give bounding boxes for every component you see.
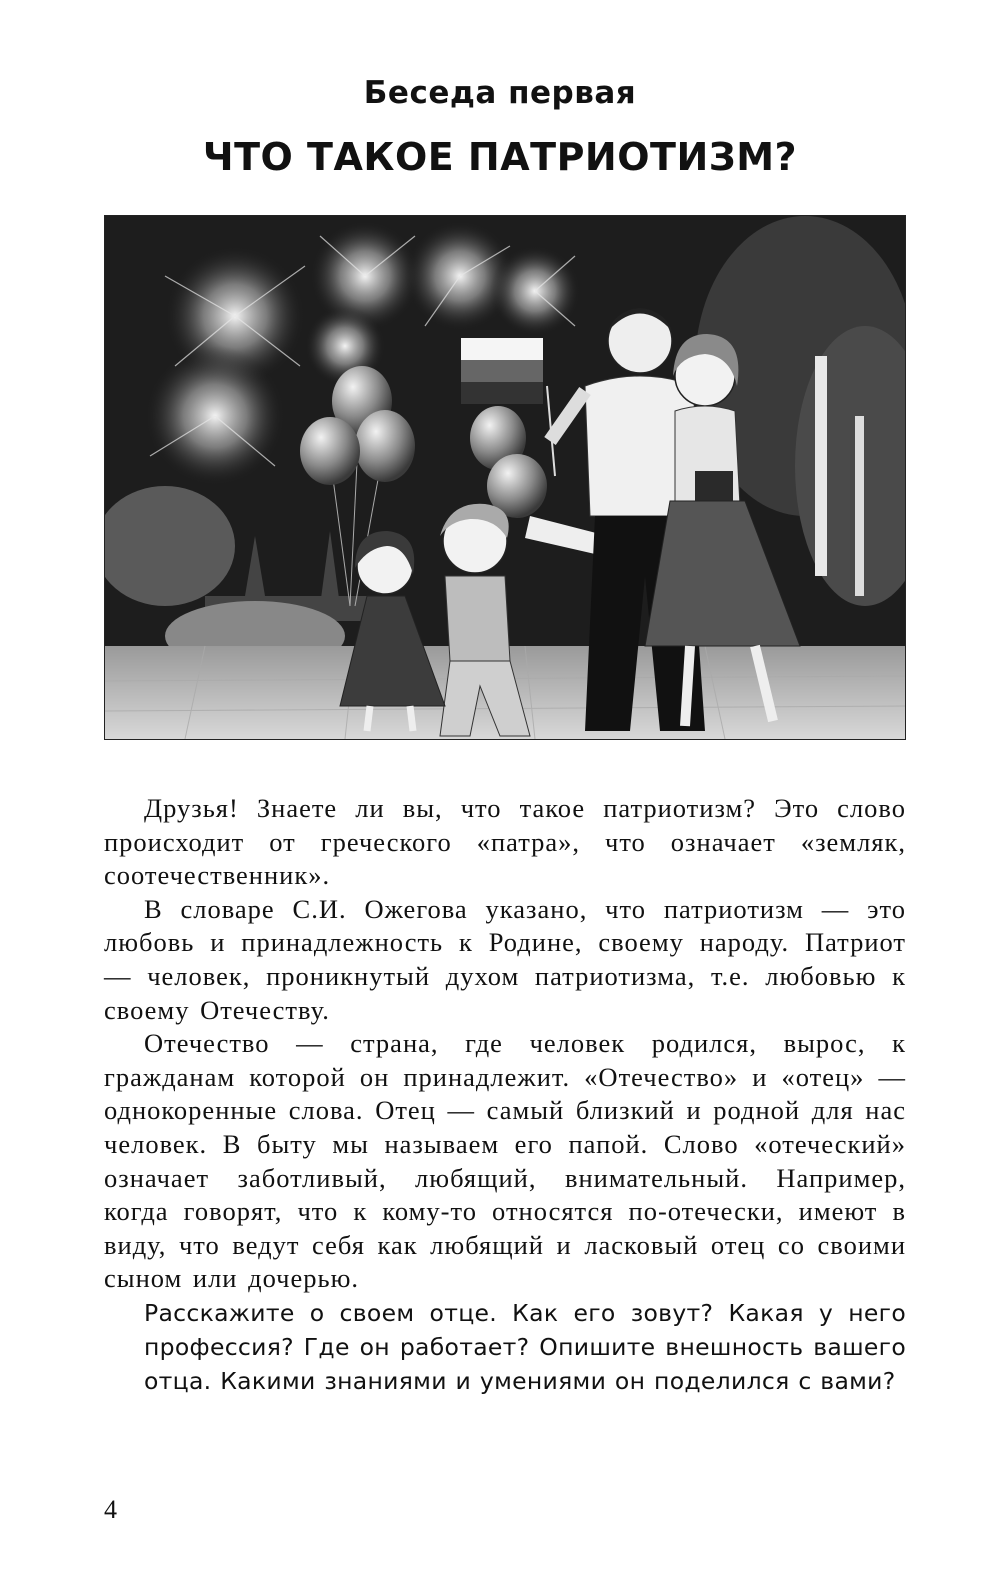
- chapter-subtitle: Беседа первая: [363, 75, 637, 111]
- paragraph-fatherland: Отечество — страна, где человек родился, вырос, к гражданам которой он принадлежит. «Отечество» и «отец» — однокоренные слова. Отец — самый близкий и родной для нас человек. В быту мы называем его папой. Слово «отеческий» означает заботливый, любящий, внимательный. Например, когда говорят, что к кому-то относятся по-отечески, имеют в виду, что ведут себя как любящий и ласковый отец со своими сыном или дочерью.: [104, 1028, 906, 1294]
- paragraph-intro: Друзья! Знаете ли вы, что такое патриотизм? Это слово происходит от греческого «патра», что означает «земляк, соотечественник».: [104, 793, 906, 891]
- question-block: Расскажите о своем отце. Как его зовут? Какая у него профессия? Где он работает? Опишите внешность вашего отца. Какими знаниями и умениями он поделился с вами?: [144, 1298, 906, 1395]
- chapter-title: ЧТО ТАКОЕ ПАТРИОТИЗМ?: [202, 135, 798, 179]
- family-fireworks-illustration: [104, 215, 906, 740]
- page-number: 4: [104, 1495, 117, 1524]
- paragraph-dictionary: В словаре С.И. Ожегова указано, что патриотизм — это любовь и принадлежность к Родине, своему народу. Патриот — человек, проникнутый духом патриотизма, т.е. любовью к своему Отечеству.: [104, 893, 906, 1025]
- body-text: [104, 792, 906, 1398]
